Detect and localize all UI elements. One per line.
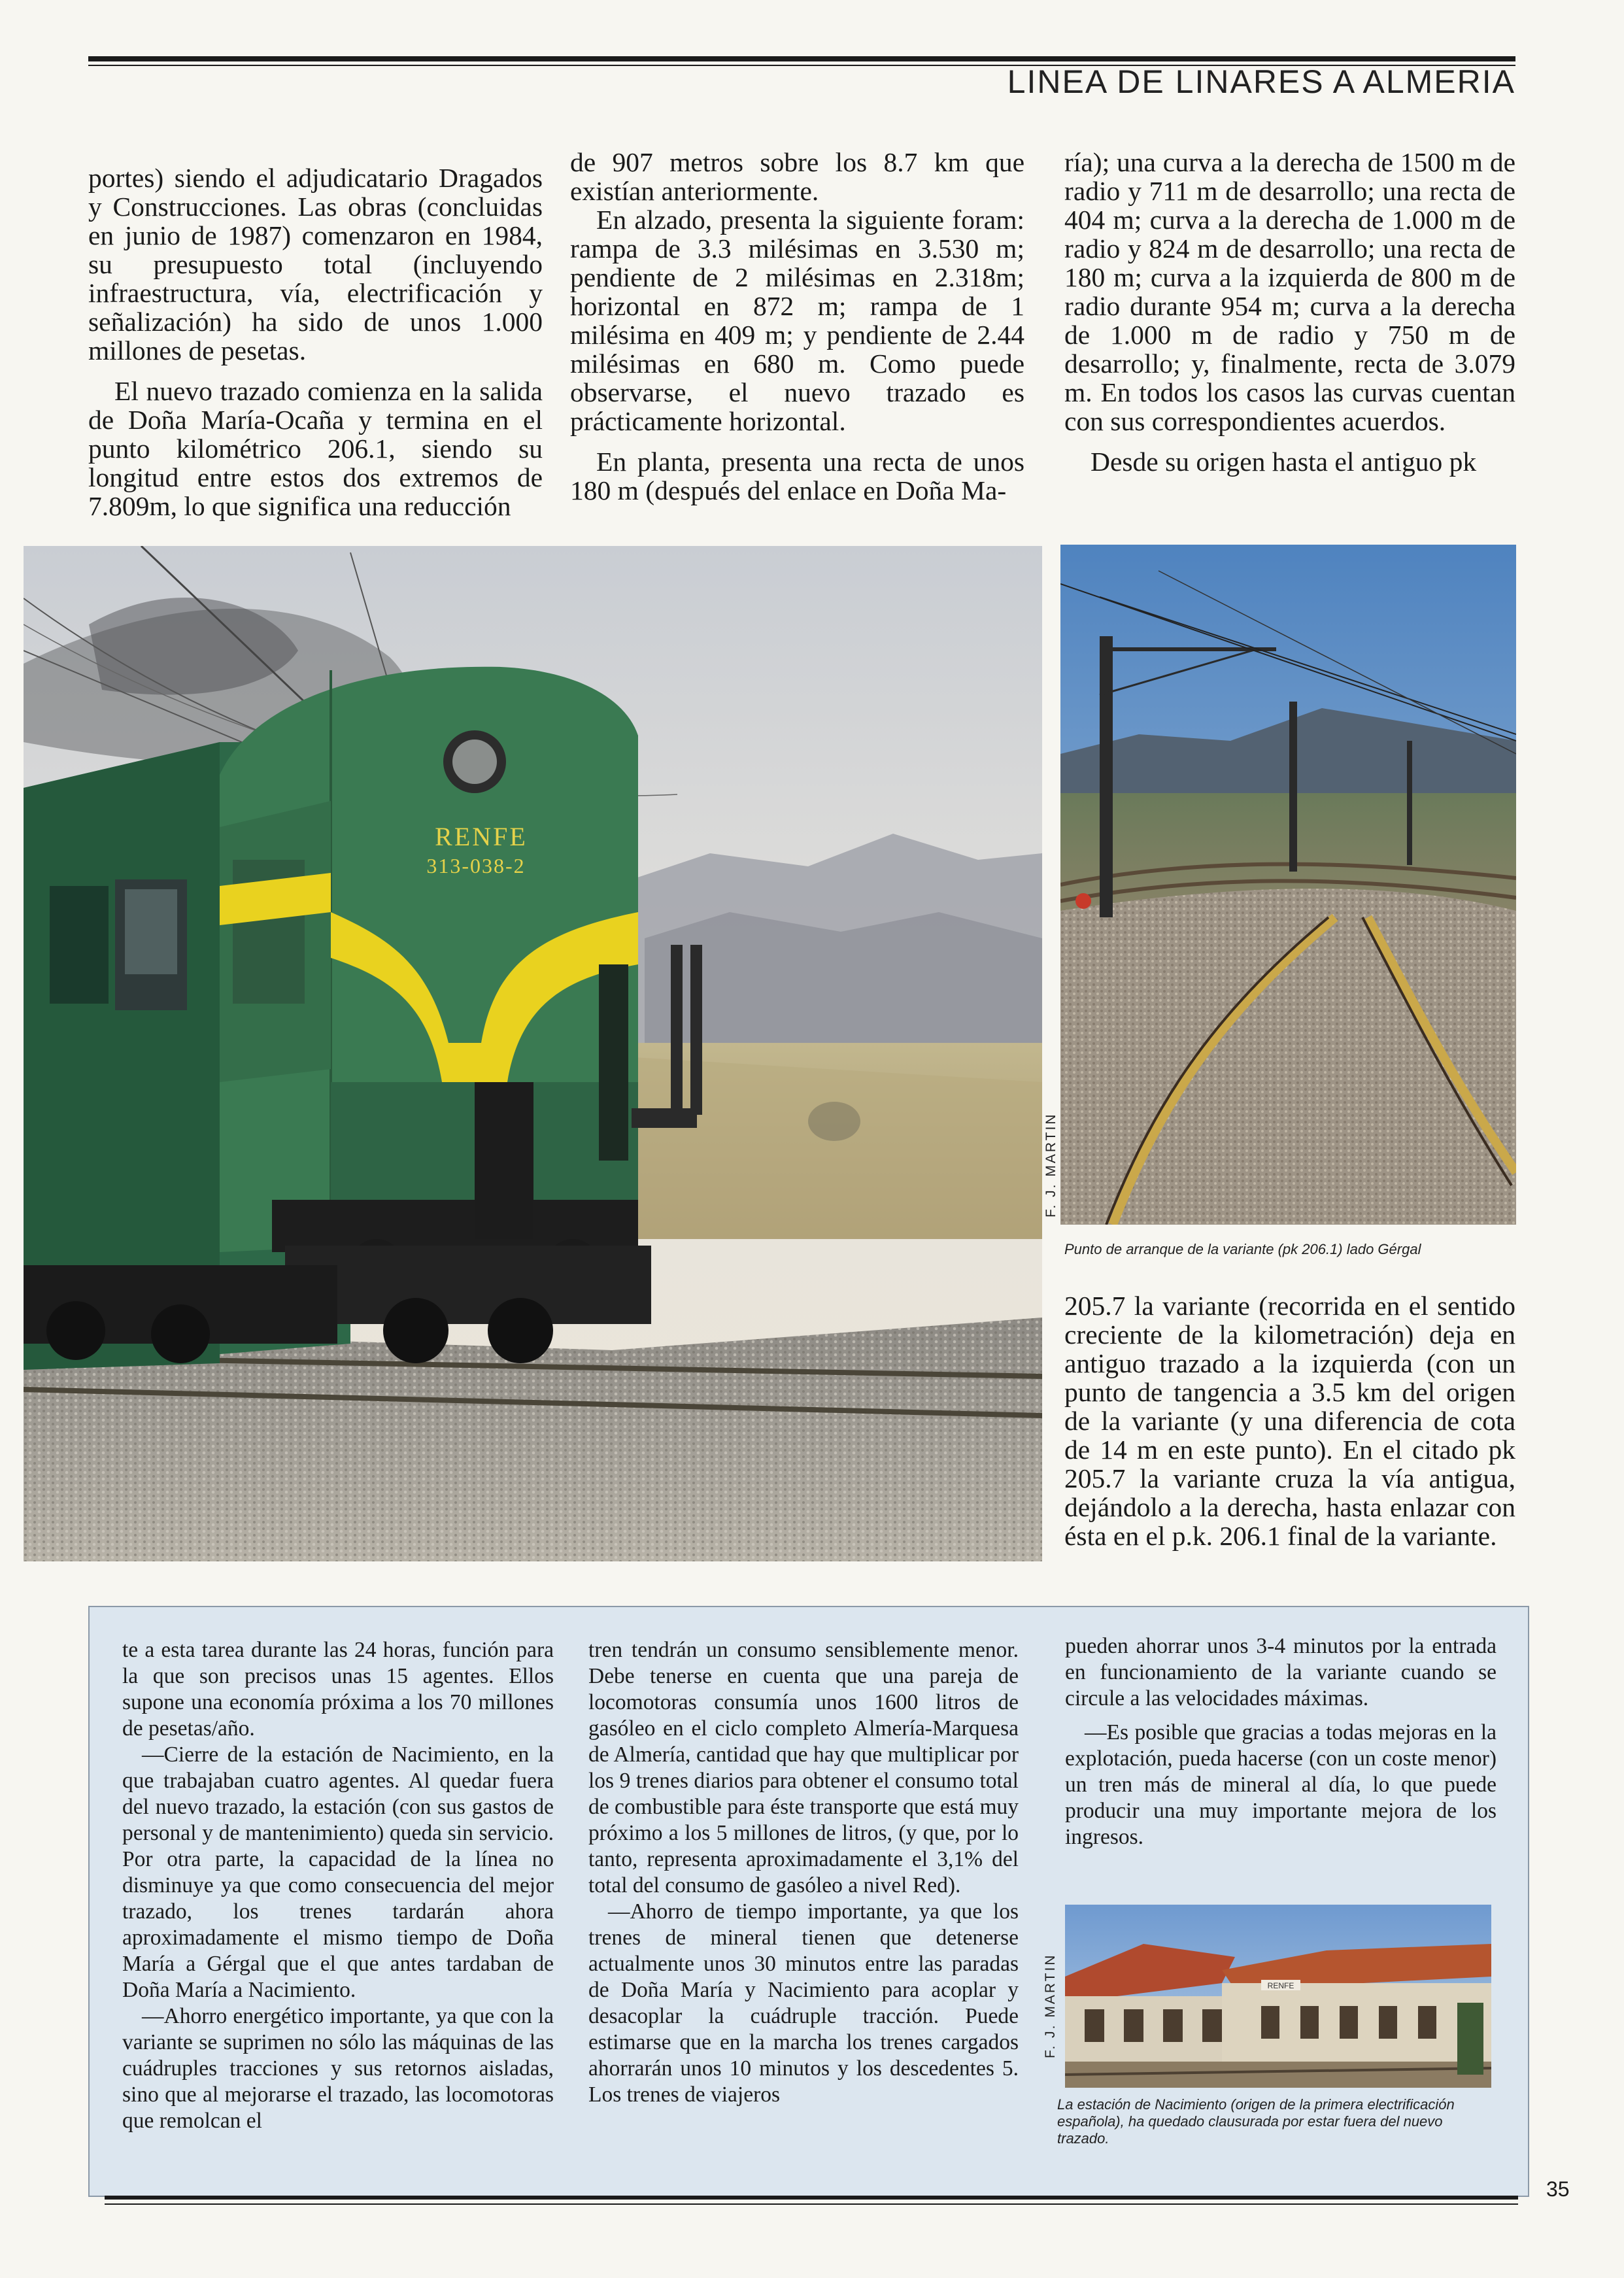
bottom-rule xyxy=(105,2196,1518,2200)
locomotive-brand-text: RENFE xyxy=(435,822,528,851)
text-column-1 xyxy=(88,163,543,520)
bottom-rule-thin xyxy=(105,2203,1518,2205)
paragraph: El nuevo trazado comienza en la salida de Doña María-Ocaña y termina en el punto kilométrico 206.1, siendo su longitud entre estos dos extremos de 7.809m, lo que significa una reducción xyxy=(88,376,543,521)
paragraph: —Es posible que gracias a todas mejoras en la explotación, pueda hacerse (con un coste menor) un tren más de mineral al día, lo que puede producir una muy importante mejora de los ingresos. xyxy=(1065,1720,1497,1849)
sidebar-box xyxy=(88,1606,1529,2197)
paragraph: tren tendrán un consumo sensiblemente menor. Debe tenerse en cuenta que una pareja de locomotoras consumía unos 1600 litros de gasóleo en el ciclo completo Almería-Marquesa de Almería, cantidad que hay que multiplicar por los 9 trenes diarios para obtener el consumo total de combustible para éste transporte que está muy próximo a los 5 millones de litros, (y que, por lo tanto, representa aproximadamente el 3,1% del total del consumo de gasóleo a nivel Red). xyxy=(588,1638,1019,1897)
paragraph: En planta, presenta una recta de unos 180 m (después del enlace en Doña Ma- xyxy=(570,447,1024,505)
photo-credit: F. J. MARTIN xyxy=(1043,1112,1058,1217)
top-rule xyxy=(88,56,1515,61)
paragraph: Desde su origen hasta el antiguo pk xyxy=(1091,447,1477,477)
text-column-3-continued xyxy=(1064,1291,1515,1550)
box-column-1 xyxy=(122,1637,554,2134)
station-photo xyxy=(1065,1905,1491,2088)
text-column-3 xyxy=(1064,148,1515,476)
paragraph: pueden ahorrar unos 3-4 minutos por la entrada en funcionamiento de la variante cuando se circule a las velocidades máximas. xyxy=(1065,1634,1497,1710)
paragraph: portes) siendo el adjudicatario Dragados y Construcciones. Las obras (concluidas en junio de 1987) comenzaron en 1984, su presupuesto total (incluyendo infraestructura, vía, electrificación y señalización) ha sido de unos 1.000 millones de pesetas. xyxy=(88,163,543,366)
box-column-2 xyxy=(588,1637,1019,2108)
station-sign: RENFE xyxy=(1267,1981,1294,1990)
station-photo-caption: La estación de Nacimiento (origen de la primera electrificación española), ha quedado clausurada por estar fuera del nuevo trazado. xyxy=(1057,2096,1455,2147)
paragraph: 205.7 la variante (recorrida en el sentido creciente de la kilometración) deja en antiguo trazado a la izquierda (con un punto de tangencia a 3.5 km del origen de la variante (y una diferencia de cota de 14 m en este punto). En el citado pk 205.7 la variante cruza la vía antigua, dejándolo a la derecha, hasta enlazar con ésta en el p.k. 206.1 final de la variante. xyxy=(1064,1291,1515,1551)
paragraph: —Ahorro de tiempo importante, ya que los trenes de mineral tienen que detenerse actualmente unos 30 minutos entre las paradas de Doña María y Nacimiento para acoplar y desacoplar la cuádruple tracción. Puede estimarse que en la marcha los trenes cargados ahorrarán unos 10 minutos y los descedentes 5. Los trenes de viajeros xyxy=(588,1899,1019,2107)
track-photo-caption: Punto de arranque de la variante (pk 206.1) lado Gérgal xyxy=(1064,1241,1421,1257)
paragraph: —Ahorro energético importante, ya que con la variante se suprimen no sólo las máquinas de las cuádruples tracciones y sus retornos aisladas, sino que al mejorarse el trazado, las locomotoras que remolcan el xyxy=(122,2004,554,2133)
track-photo xyxy=(1060,545,1516,1225)
locomotive-photo xyxy=(24,546,1042,1561)
photo-credit: F. J. MARTIN xyxy=(1043,1953,1058,2058)
paragraph: En alzado, presenta la siguiente foram: rampa de 3.3 milésimas en 3.530 m; pendiente de 2 milésimas en 2.318m; horizontal en 872 m; rampa de 1 milésima en 409 m; y pendiente de 2.44 milésimas en 680 m. Como puede observarse, el nuevo trazado es prácticamente horizontal. xyxy=(570,205,1024,436)
paragraph: de 907 metros sobre los 8.7 km que existían anteriormente. xyxy=(570,147,1024,206)
paragraph: —Cierre de la estación de Nacimiento, en la que trabajaban cuatro agentes. Al quedar fuera del nuevo trazado, la estación (con sus gastos de personal y de mantenimiento) queda sin servicio. Por otra parte, la capacidad de la línea no disminuye ya que como consecuencia del mejor trazado, los trenes tardarán ahora aproximadamente el mismo tiempo de Doña María a Gérgal que el que antes tardaban de Doña María a Nacimiento. xyxy=(122,1742,554,2002)
box-column-3 xyxy=(1065,1633,1497,1850)
running-title: LINEA DE LINARES A ALMERIA xyxy=(1007,63,1515,100)
page-number: 35 xyxy=(1546,2177,1570,2201)
paragraph: te a esta tarea durante las 24 horas, función para la que son precisos unas 15 agentes. Ellos supone una economía próxima a los 70 millones de pesetas/año. xyxy=(122,1638,554,1741)
text-column-2 xyxy=(570,148,1024,505)
locomotive-number-text: 313-038-2 xyxy=(426,854,526,877)
paragraph: ría); una curva a la derecha de 1500 m de radio y 711 m de desarrollo; una recta de 404 m; curva a la derecha de 1.000 m de radio y 824 m de desarrollo; una recta de 180 m; curva a la izquierda de 800 m de radio durante 954 m; curva a la derecha de 1.000 m de radio y 750 m de desarrollo; y, finalmente, recta de 3.079 m. En todos los casos las curvas cuentan con sus correspondientes acuerdos. xyxy=(1064,147,1515,436)
locomotive xyxy=(24,667,702,1370)
